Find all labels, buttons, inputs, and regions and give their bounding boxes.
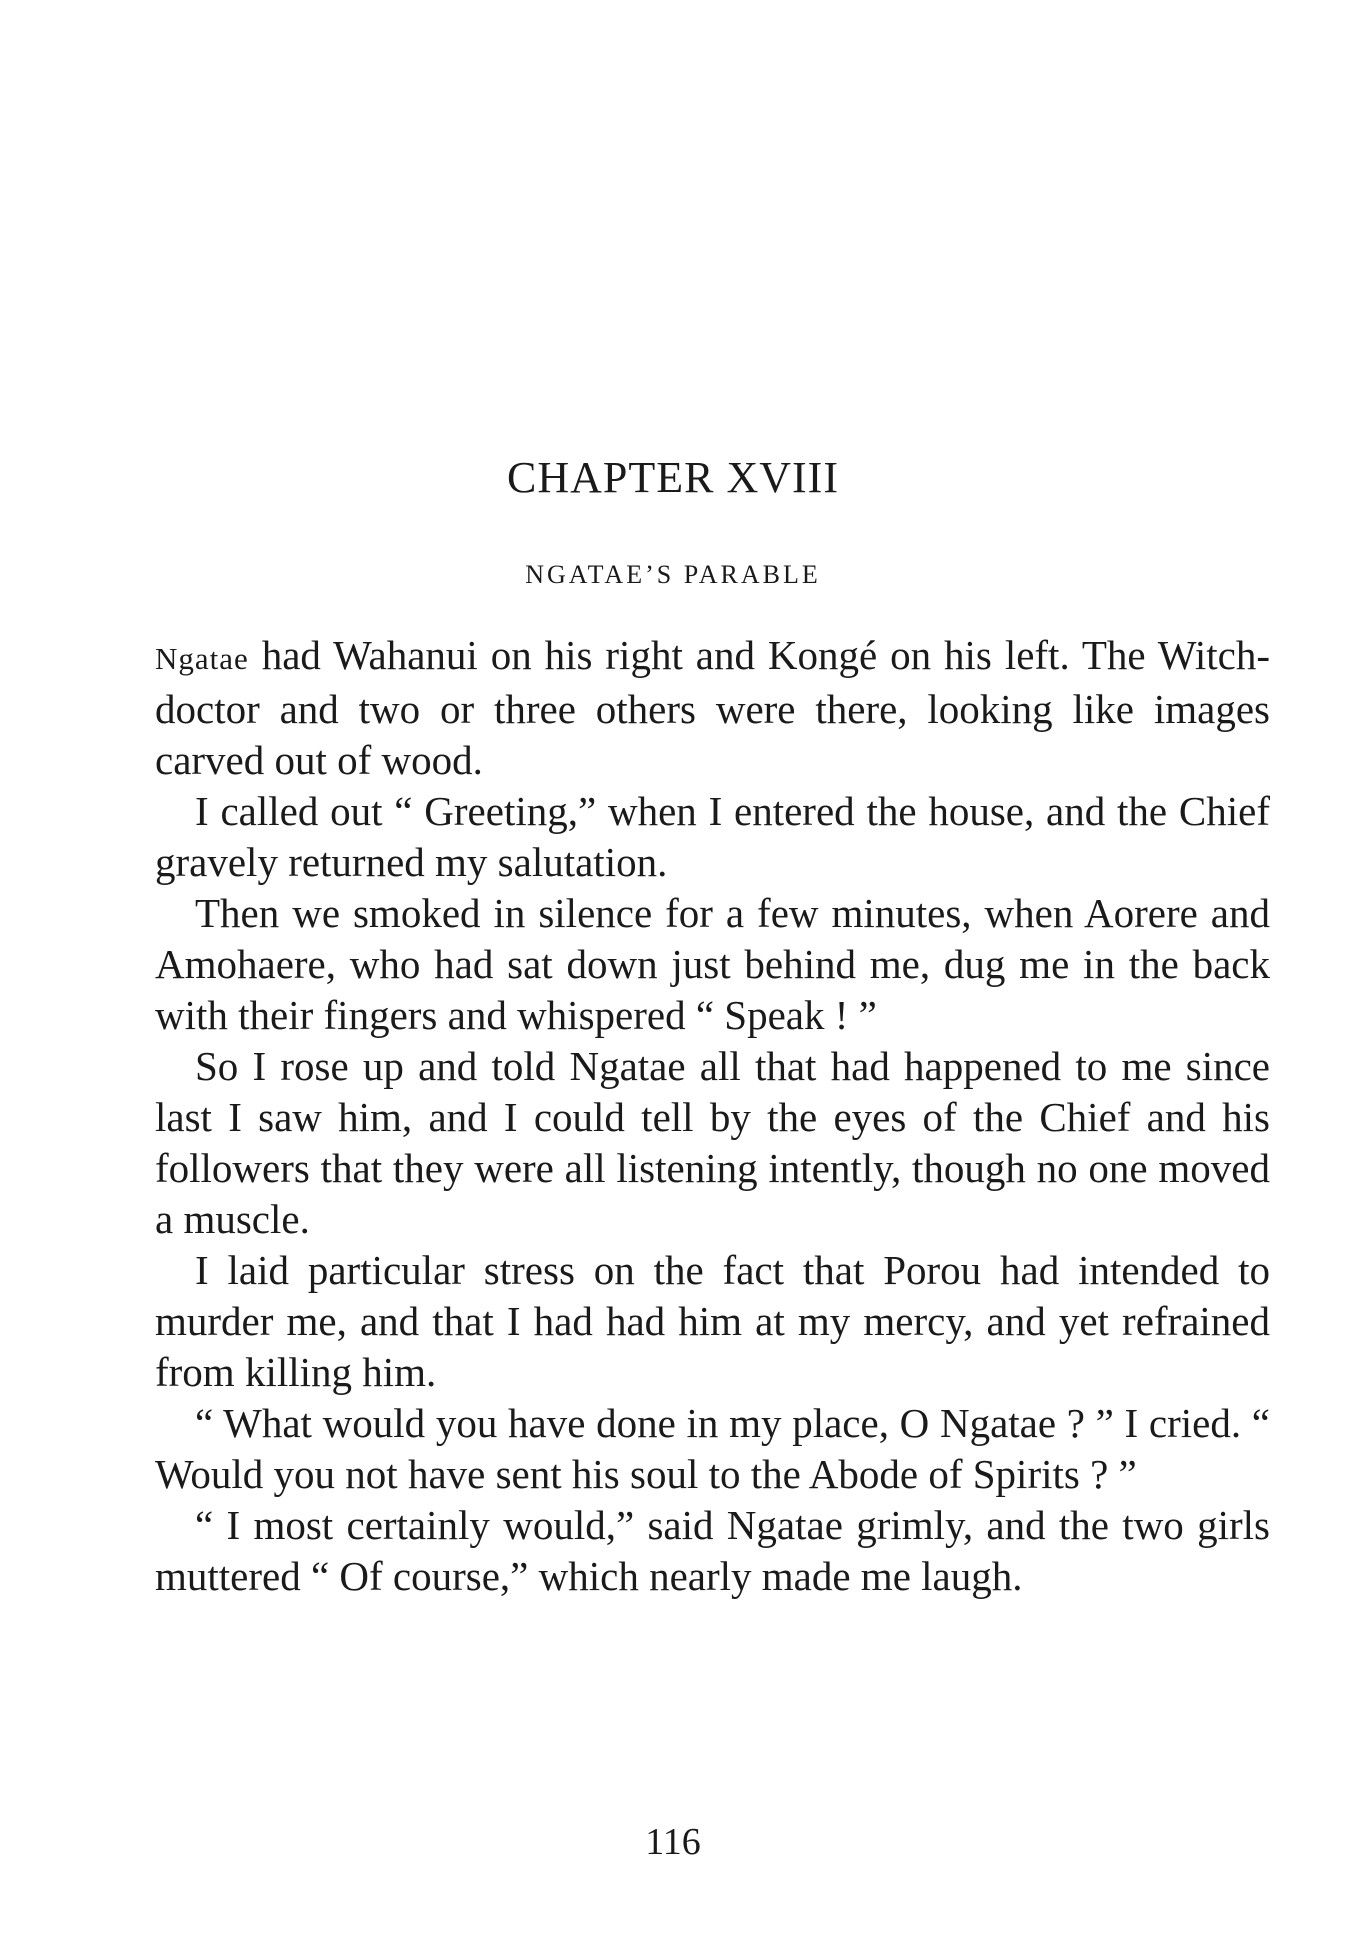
paragraph-3: Then we smoked in silence for a few minutes, when Aorere and Amohaere, who had sat down just behind me, dug me in the back with their fingers and whispered “ Speak ! ” <box>155 890 1270 1038</box>
paragraph-1-text: had Wahanui on his right and Kongé on his left. The Witch-doctor and two or three others were there, looking like images carved out of wood. <box>155 632 1270 783</box>
paragraph-7: “ I most certainly would,” said Ngatae grimly, and the two girls muttered “ Of course,” which nearly made me laugh. <box>155 1502 1270 1599</box>
paragraph-5: I laid particular stress on the fact that Porou had intended to murder me, and that I had had him at my mercy, and yet refrained from killing him. <box>155 1247 1270 1395</box>
paragraph-1 <box>155 630 1270 786</box>
paragraph-2: I called out “ Greeting,” when I entered the house, and the Chief gravely returned my salutation. <box>155 788 1270 885</box>
paragraph-6: “ What would you have done in my place, O Ngatae ? ” I cried. “ Would you not have sent his soul to the Abode of Spirits ? ” <box>155 1400 1270 1497</box>
paragraph-1-lead-word: Ngatae <box>155 641 249 676</box>
page-number: 116 <box>645 1821 701 1863</box>
chapter-subtitle: NGATAE’S PARABLE <box>525 560 821 589</box>
body-text <box>155 630 1270 1602</box>
paragraph-4: So I rose up and told Ngatae all that had happened to me since last I saw him, and I could tell by the eyes of the Chief and his followers that they were all listening intently, though no one moved a muscle. <box>155 1043 1270 1242</box>
chapter-title: CHAPTER XVIII <box>507 453 839 502</box>
